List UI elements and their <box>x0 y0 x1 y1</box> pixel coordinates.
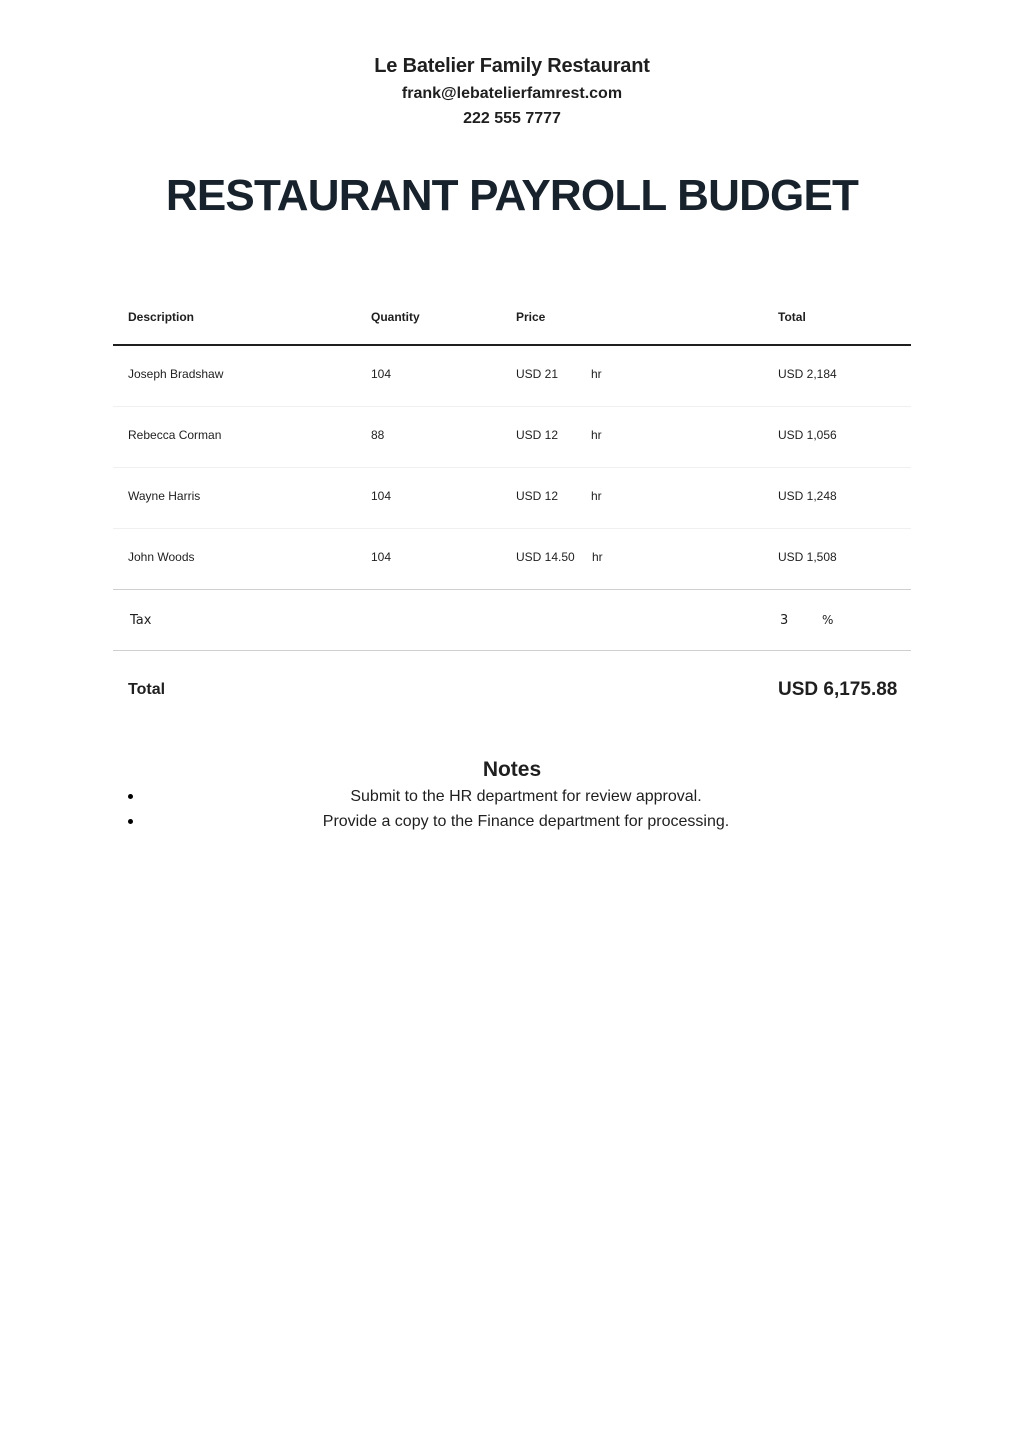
grand-total-row <box>113 651 911 731</box>
row-price-unit: hr <box>591 428 602 442</box>
row-price: USD 12 <box>516 428 559 442</box>
document-title: RESTAURANT PAYROLL BUDGET <box>165 171 859 220</box>
grand-total-value: USD 6,175.88 <box>778 679 898 700</box>
table-header-row <box>113 289 911 346</box>
row-description: Wayne Harris <box>128 489 201 503</box>
document-header <box>0 52 1024 131</box>
table-row <box>113 468 911 529</box>
table-row <box>113 346 911 407</box>
row-description: John Woods <box>128 550 195 564</box>
header-total: Total <box>778 310 806 324</box>
tax-label: Tax <box>130 613 152 628</box>
list-item <box>113 784 911 809</box>
header-description: Description <box>128 310 195 324</box>
row-price-unit: hr <box>591 367 602 381</box>
row-description: Rebecca Corman <box>128 428 222 442</box>
bullet-icon <box>128 819 133 824</box>
row-quantity: 104 <box>371 367 392 381</box>
row-total: USD 2,184 <box>778 367 837 381</box>
row-price: USD 21 <box>516 367 559 381</box>
company-name: Le Batelier Family Restaurant <box>374 55 650 77</box>
company-email: frank@lebatelierfamrest.com <box>401 85 623 102</box>
row-total: USD 1,508 <box>778 550 837 564</box>
row-description: Joseph Bradshaw <box>128 367 224 381</box>
table-row <box>113 407 911 468</box>
row-quantity: 104 <box>371 489 392 503</box>
row-price-unit: hr <box>592 550 603 564</box>
bullet-icon <box>128 794 133 799</box>
row-total: USD 1,056 <box>778 428 837 442</box>
list-item <box>113 809 911 834</box>
notes-list <box>113 784 911 834</box>
table-row <box>113 529 911 590</box>
header-price: Price <box>516 310 546 324</box>
payroll-table <box>113 289 911 731</box>
notes-title: Notes <box>482 758 542 781</box>
company-phone: 222 555 7777 <box>463 110 561 127</box>
row-price: USD 14.50 <box>516 550 575 564</box>
note-text: Provide a copy to the Finance department for processing. <box>322 813 730 830</box>
note-text: Submit to the HR department for review approval. <box>350 788 702 805</box>
row-quantity: 104 <box>371 550 392 564</box>
grand-total-label: Total <box>128 681 166 698</box>
row-quantity: 88 <box>371 428 385 442</box>
row-price-unit: hr <box>591 489 602 503</box>
row-total: USD 1,248 <box>778 489 837 503</box>
row-price: USD 12 <box>516 489 559 503</box>
tax-row <box>113 590 911 651</box>
tax-unit: % <box>822 613 834 627</box>
header-quantity: Quantity <box>371 310 420 324</box>
notes-section <box>113 756 911 834</box>
tax-value: 3 <box>780 613 789 628</box>
